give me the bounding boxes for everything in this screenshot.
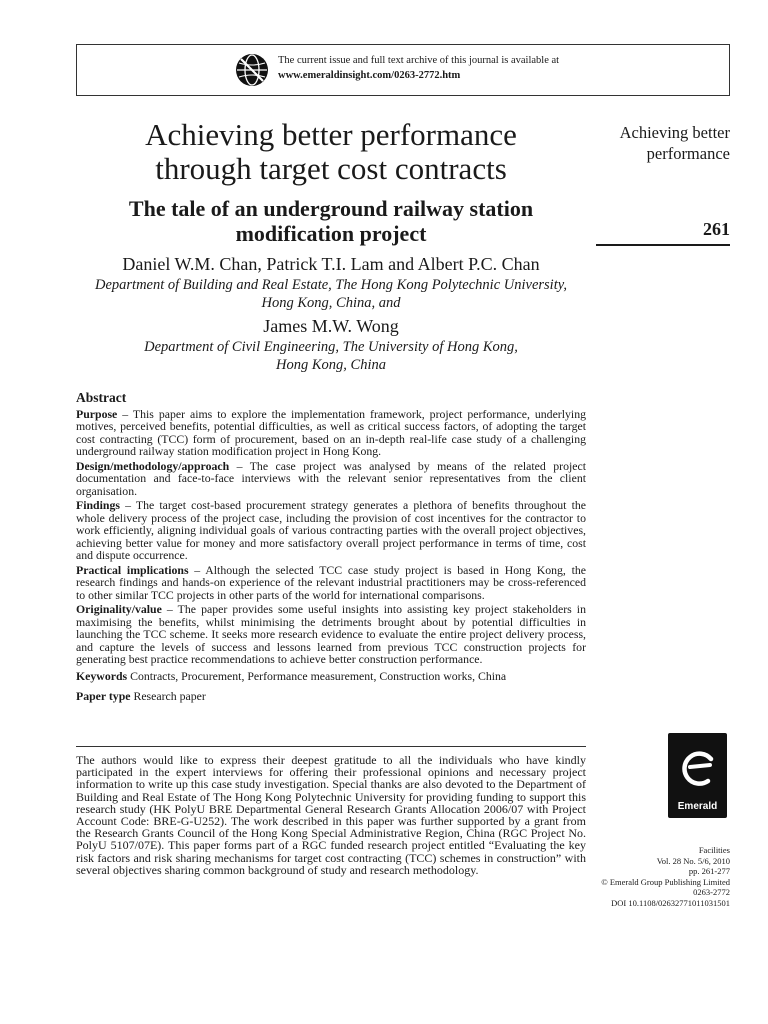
page-number: 261 (703, 219, 730, 239)
purpose-text: – This paper aims to explore the implementation framework, project performance, underlying motives, perceived benefits, potential difficulties, as well as critical success factors, of adopting the target cost contracting (TCC) form of procurement, based on an in-depth real-life case study of a challenging underground railway station modification project in Hong Kong. (76, 406, 586, 458)
abstract-design (76, 460, 586, 498)
abstract-findings (76, 499, 586, 562)
volume-issue: Vol. 28 No. 5/6, 2010 (656, 855, 730, 866)
practical-label: Practical implications (76, 562, 189, 577)
article-title (76, 118, 586, 186)
abstract-originality (76, 603, 586, 666)
abstract-purpose (76, 408, 586, 458)
margin-rule (596, 244, 730, 246)
paper-type-text: Research paper (130, 689, 206, 703)
purpose-label: Purpose (76, 406, 118, 421)
abstract-heading: Abstract (76, 390, 127, 405)
title-line-2: through target cost contracts (155, 151, 507, 186)
issn: 0263-2772 (693, 887, 730, 897)
journal-name: Facilities (698, 845, 730, 855)
running-head-line-1: Achieving better (619, 123, 730, 142)
journal-url[interactable]: www.emeraldinsight.com/0263-2772.htm (278, 70, 461, 81)
keywords (76, 670, 586, 683)
affiliation-2-line-2: Hong Kong, China (276, 357, 386, 373)
running-head (596, 122, 730, 164)
keywords-label: Keywords (76, 668, 128, 683)
originality-label: Originality/value (76, 602, 162, 616)
doi: DOI 10.1108/02632771011031501 (611, 897, 730, 908)
title-line-1: Achieving better performance (145, 117, 517, 152)
author-list-1: Daniel W.M. Chan, Patrick T.I. Lam and Albert P.C. Chan (122, 254, 540, 274)
running-head-line-2: performance (646, 144, 730, 163)
keywords-text: Contracts, Procurement, Performance measurement, Construction works, China (127, 668, 507, 683)
author-list-2: James M.W. Wong (263, 316, 399, 336)
subtitle-line-2: modification project (235, 221, 427, 246)
abstract-practical (76, 564, 586, 602)
paper-type (76, 690, 586, 703)
affiliation-1 (76, 276, 586, 312)
page-range: pp. 261-277 (688, 866, 730, 876)
affiliation-2 (76, 338, 586, 374)
acknowledgement: The authors would like to express their deepest gratitude to all the individuals who have kindly participated in the expert interviews for offering their professional opinions and necessary project information to write up this case study investigation. Special thanks are also devoted to the Department of Building and Real Estate of The Hong Kong Polytechnic University for providing funding to support this research study (HK PolyU BRE Departmental General Research Grants Allocation 2006/07 with Project Account Code: BRE-G-U252). The work described in this paper was further supported by a grant from the Research Grants Council of the Hong Kong Special Administrative Region, China (RGC Project No. PolyU 5107/07E). This paper forms part of a RGC funded research project entitled “Evaluating the key risk factors and risk sharing mechanisms for target cost contracting (TCC) schemes in construction” with several objectives sharing common background of study and research methodology. (76, 753, 586, 877)
design-label: Design/methodology/approach (76, 458, 230, 473)
findings-label: Findings (76, 498, 120, 512)
affiliation-1-line-1: Department of Building and Real Estate, The Hong Kong Polytechnic University, (95, 277, 567, 293)
emerald-e-icon (678, 741, 718, 793)
subtitle-line-1: The tale of an underground railway station (128, 196, 534, 221)
footnote-rule (76, 746, 586, 747)
copyright: © Emerald Group Publishing Limited (601, 876, 730, 887)
findings-text: – The target cost-based procurement strategy generates a plethora of benefits throughout the whole delivery process of the project case, including the provision of cost incentives for the contractor to work efficiently, aligning individual goals of various contracting parties with the overall project objectives, achieving better value for money and more satisfactory overall project performance in terms of time, cost and dispute occurrence. (76, 498, 586, 562)
article-subtitle (76, 196, 586, 246)
publication-info (586, 845, 730, 908)
affiliation-1-line-2: Hong Kong, China, and (261, 295, 401, 311)
logo-wordmark: Emerald (677, 801, 718, 812)
affiliation-2-line-1: Department of Civil Engineering, The University of Hong Kong, (144, 339, 518, 355)
banner-line: The current issue and full text archive of this journal is available at (278, 55, 560, 66)
abstract (76, 392, 586, 705)
emerald-logo (668, 733, 727, 818)
globe-icon (235, 53, 269, 87)
banner-text (278, 53, 559, 83)
practical-text: – Although the selected TCC case study project is based in Hong Kong, the research findings and hands-on experience of the relevant industrial practitioners may be cross-referenced to other similar TCC projects in other parts of the world for international comparisons. (76, 562, 586, 602)
paper-type-label: Paper type (76, 689, 131, 703)
originality-text: – The paper provides some useful insights into assisting key project stakeholders in maximising the benefits, whilst minimising the detriments brought about by potential difficulties in launching the TCC scheme. It seeks more research evidence to evaluate the entire project delivery process, and capture the levels of success and lessons learned from previous TCC construction projects for generating best practice recommendations to achieve better construction performance. (76, 602, 586, 666)
design-text: – The case project was analysed by means of the related project documentation and face-to-face interviews with the relevant senior representatives from the client organisation. (76, 458, 586, 498)
journal-banner (76, 44, 730, 96)
